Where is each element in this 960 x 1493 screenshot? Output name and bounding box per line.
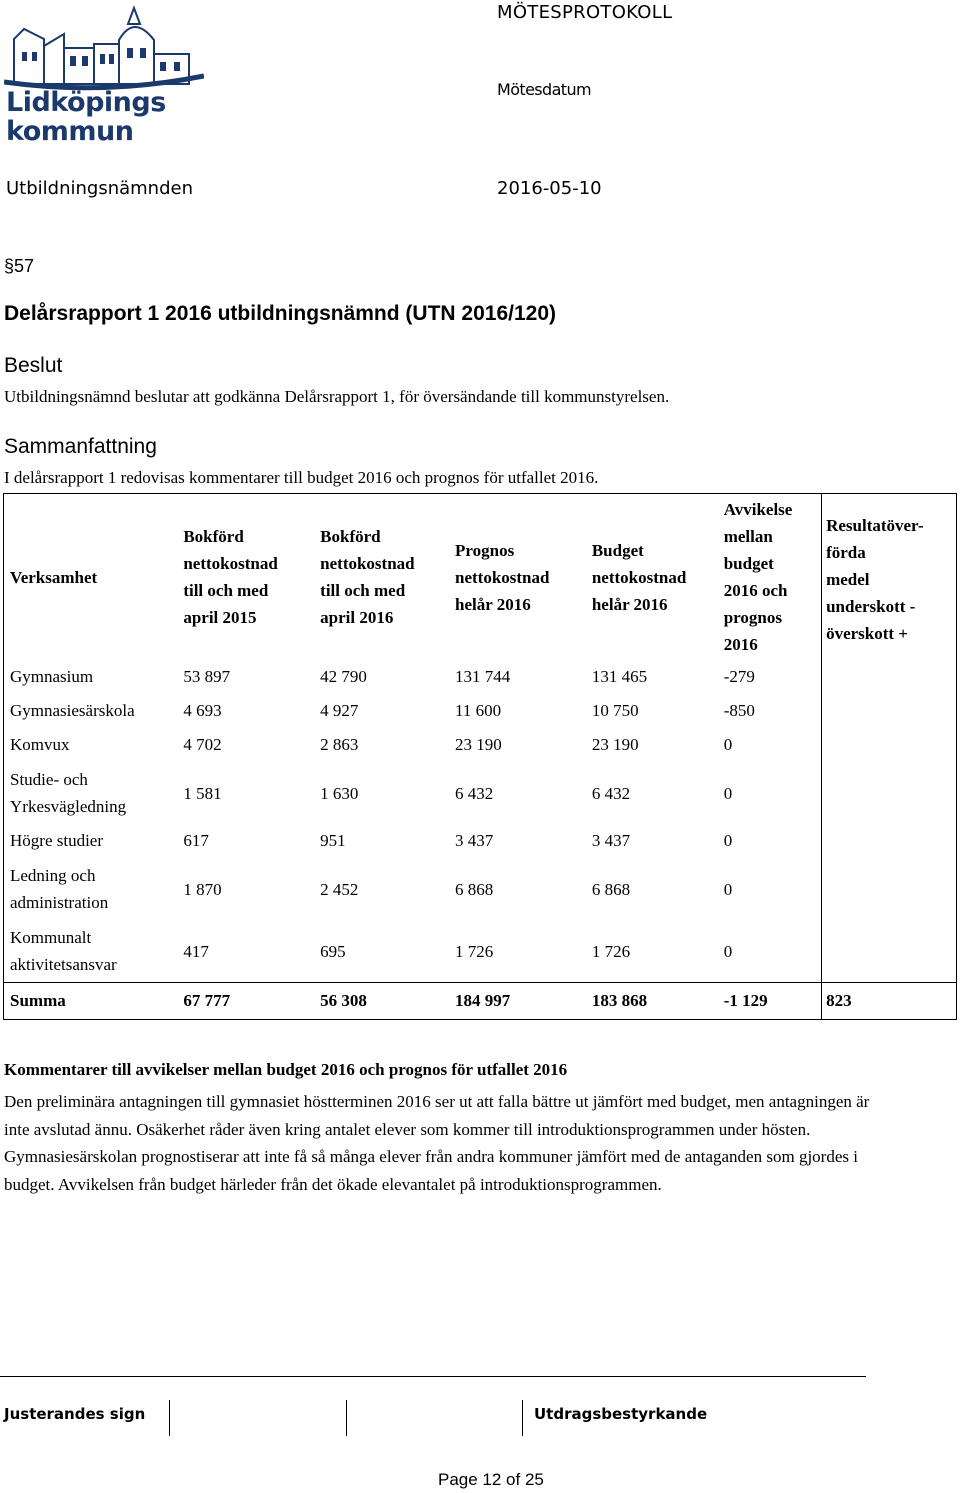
header-line: nettokostnad [320,554,415,573]
table-cell: 10 750 [591,701,639,720]
page-number: Page 12 of 25 [438,1470,544,1489]
table-row [4,694,957,728]
table-cell: 1 726 [455,941,494,961]
row-label-line: Kommunalt [10,928,92,947]
total-cell: 183 868 [588,983,720,1020]
footer-divider [0,1376,866,1377]
header-line: överskott + [826,624,908,643]
header-line: förda [826,543,866,562]
signature-field-divider [169,1400,170,1436]
table-row [4,858,957,920]
table-cell: 4 693 [183,701,222,720]
table-cell: 0 [723,941,733,961]
municipality-name-line1: Lidköpings [6,87,166,118]
header-line: Bokförd [320,527,381,546]
row-label: Gymnasiesärskola [10,701,135,720]
table-cell: 951 [320,831,346,850]
table-cell: 6 432 [455,783,494,803]
header-line: 2016 [723,635,758,654]
header-line: till och med [183,581,269,600]
header-line: Budget [591,540,644,560]
comments-body: Den preliminära antagningen till gymnasiet höstterminen 2016 ser ut att falla bättre ut jämfört med budget, men antagningen är inte avslutad ännu. Osäkerhet råder även kring antalet elever som kommer till introduktionsprogrammen under hösten. Gymnasiesärskolan prognostiserar att inte få så många elever från andra kommuner jämfört med de antaganden som gjordes i budget. Avvikelsen från budget härleder från det ökade elevantalet på introduktionsprogrammen. [4,1092,870,1194]
decision-text: Utbildningsnämnd beslutar att godkänna Delårsrapport 1, för översändande till kommunstyrelsen. [4,387,670,406]
row-label: Högre studier [10,831,104,850]
header-line: helår 2016 [591,594,668,614]
table-cell: -850 [723,701,755,720]
table-cell: 0 [723,783,733,803]
table-cell: 0 [723,879,733,899]
header-line: Verksamhet [10,567,98,587]
row-label-line: Yrkesvägledning [10,797,127,816]
header-cell [316,494,451,661]
document-type: MÖTESPROTOKOLL [497,2,673,23]
municipality-name [6,88,166,146]
table-cell: 6 868 [591,879,631,899]
table-header-row [4,494,957,661]
item-title: Delårsrapport 1 2016 utbildningsnämnd (UTN 2016/120) [4,302,556,325]
budget-table [3,493,957,1020]
header-line: 2016 och [723,581,788,600]
row-label-line: Ledning och [10,866,96,885]
header-line: mellan [723,527,773,546]
header-cell [4,494,180,661]
header-cell [720,494,822,661]
header-cell [451,494,588,661]
paragraph-number: §57 [4,256,35,276]
total-row [4,983,957,1020]
row-label: Gymnasium [10,667,94,686]
header-line: underskott - [826,597,916,616]
table-cell: 6 868 [455,879,494,899]
table-cell: 23 190 [591,735,639,754]
header-line: nettokostnad [591,567,687,587]
summary-heading: Sammanfattning [4,435,157,458]
table-cell: 131 744 [455,667,511,686]
table-cell: 0 [723,735,733,754]
header-line: Resultatöver- [826,516,924,535]
table-row [4,824,957,858]
header-line: Bokförd [183,527,244,546]
table-row [4,728,957,762]
row-label: Komvux [10,735,70,754]
summary-text: I delårsrapport 1 redovisas kommentarer till budget 2016 och prognos för utfallet 2016. [4,468,599,487]
header-line: helår 2016 [455,594,531,614]
row-label-line: Studie- och [10,770,88,789]
table-cell: 11 600 [455,701,502,720]
table-cell: 417 [183,941,209,961]
header-line: april 2016 [320,608,394,627]
table-cell: 617 [183,831,209,850]
table-cell: 0 [723,831,733,850]
header-line: medel [826,570,870,589]
header-cell [588,494,720,661]
committee-name: Utbildningsnämnden [6,178,193,199]
row-label [4,858,180,920]
row-label [4,920,180,983]
header-line: Prognos [455,540,515,560]
table-cell: 6 432 [591,783,631,803]
table-cell: 3 437 [591,831,631,850]
table-cell: 3 437 [455,831,494,850]
table-cell: 1 630 [320,783,359,803]
table-cell: -279 [723,667,755,686]
table-row [4,920,957,983]
header-cell [179,494,316,661]
table-cell: 131 465 [591,667,648,686]
table-cell: 23 190 [455,735,502,754]
table-cell: 4 927 [320,701,359,720]
comments-heading: Kommentarer till avvikelser mellan budget 2016 och prognos för utfallet 2016 [4,1060,568,1079]
table-cell: 2 452 [320,879,359,899]
total-cell: 184 997 [451,983,588,1020]
table-row [4,762,957,824]
table-cell: 42 790 [320,667,367,686]
meeting-date-label: Mötesdatum [497,80,592,99]
table-cell: 1 726 [591,941,631,961]
table-cell: 4 702 [183,735,222,754]
meeting-date: 2016-05-10 [497,178,602,199]
row-label-line: aktivitetsansvar [10,955,117,974]
header-cell [822,494,957,983]
table-cell: 1 581 [183,783,222,803]
header-line: april 2015 [183,608,257,627]
signature-field-divider [346,1400,347,1436]
total-cell: 67 777 [179,983,316,1020]
total-label: Summa [4,983,180,1020]
header-line: nettokostnad [455,567,550,587]
municipality-name-line2: kommun [6,116,134,147]
table-cell: 2 863 [320,735,359,754]
decision-heading: Beslut [4,354,63,377]
total-cell: -1 129 [720,983,822,1020]
total-cell: 56 308 [316,983,451,1020]
table-cell: 53 897 [183,667,231,686]
header-line: till och med [320,581,406,600]
signature-field-divider [522,1400,523,1436]
table-cell: 695 [320,941,346,961]
town-hall-dome-icon [4,4,204,94]
table-cell: 1 870 [183,879,222,899]
row-label-line: administration [10,893,109,912]
table-row [4,660,957,694]
header-line: Avvikelse [723,500,793,519]
row-label [4,762,180,824]
extract-certification-label: Utdragsbestyrkande [534,1405,708,1423]
signature-label: Justerandes sign [4,1405,146,1423]
header-line: prognos [723,608,782,627]
header-line: budget [723,554,774,573]
header-line: nettokostnad [183,554,278,573]
total-cell: 823 [822,983,957,1020]
